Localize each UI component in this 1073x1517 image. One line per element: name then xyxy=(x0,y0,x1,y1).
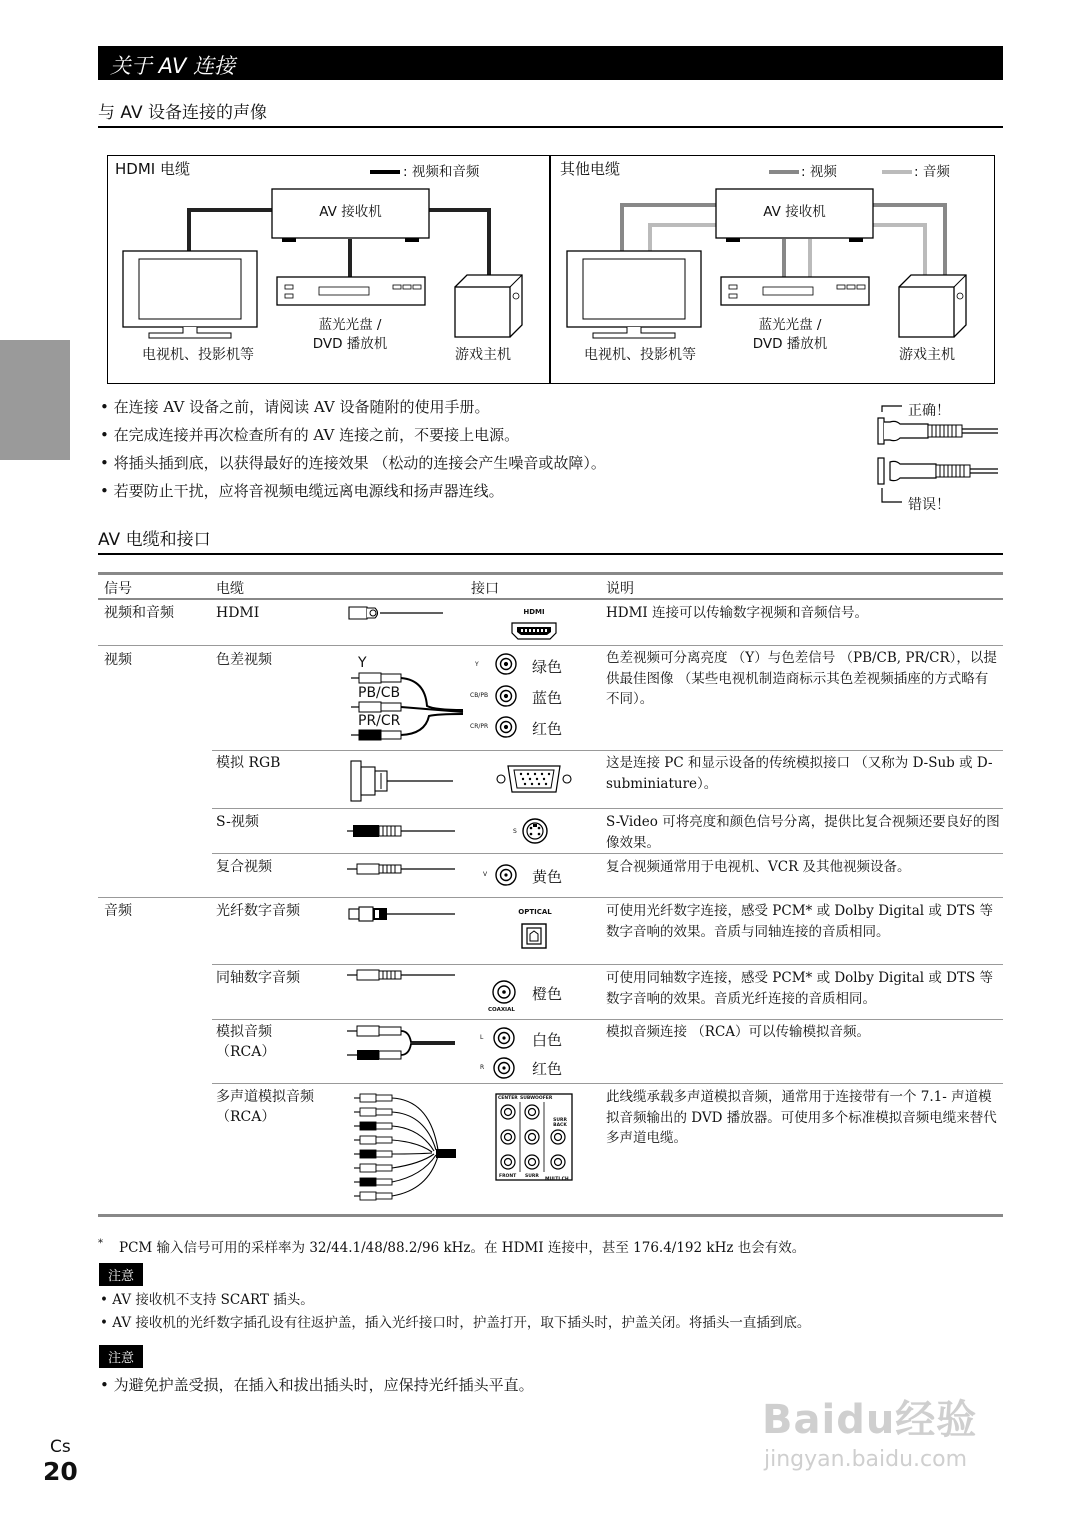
svideo-jack-label: S xyxy=(513,828,517,835)
watermark-brand: Baidu经验 xyxy=(762,1397,978,1443)
plug-pb-label: PB/CB xyxy=(358,685,401,701)
desc-coaxial: 可使用同轴数字连接，感受 PCM* 或 Dolby Digital 或 DTS 等数字音响的效果。音质光纤连接的音质相同。 xyxy=(606,970,994,1007)
color-yellow: 黄色 xyxy=(532,868,563,886)
other-panel-title: 其他电缆 xyxy=(560,160,621,178)
cable-coaxial: 同轴数字音频 xyxy=(216,970,300,986)
header-rule xyxy=(98,598,1003,600)
hdmi-jack-icon xyxy=(510,621,558,641)
table-bottom-rule xyxy=(98,1214,1003,1217)
row-divider xyxy=(212,853,1003,854)
list-item: • 在连接 AV 设备之前，请阅读 AV 设备随附的使用手册。 xyxy=(100,393,606,421)
plug-y-label: Y xyxy=(358,655,367,671)
note-badge: 注意 xyxy=(99,1345,143,1368)
color-red: 红色 xyxy=(532,720,563,738)
jack-pr-label: CR/PR xyxy=(470,723,489,730)
composite-jack-icon xyxy=(493,862,519,888)
watermark xyxy=(762,1388,977,1472)
column-header-cable: 电缆 xyxy=(216,581,244,597)
page-number: 20 xyxy=(43,1457,78,1486)
color-green: 绿色 xyxy=(532,658,563,676)
footnote xyxy=(98,1236,805,1256)
analog-jacks-icon xyxy=(490,1025,518,1083)
column-header-desc: 说明 xyxy=(606,581,634,597)
row-divider xyxy=(212,964,1003,965)
table-top-rule xyxy=(98,572,1003,575)
cable-multich: 多声道模拟音频 （RCA） xyxy=(216,1089,314,1125)
multich-panel-icon xyxy=(494,1092,574,1182)
player-icon-right xyxy=(721,277,869,305)
language-code: Cs xyxy=(50,1437,71,1457)
jack-r-label: R xyxy=(480,1064,485,1071)
rgb-plug-icon xyxy=(345,757,455,805)
panel-center-label: CENTER xyxy=(498,1096,518,1101)
receiver-label-right: AV 接收机 xyxy=(763,204,826,220)
game-console-icon-right xyxy=(899,275,966,337)
component-cable-icon xyxy=(345,668,465,744)
hdmi-plug-icon xyxy=(345,603,445,623)
diagram-heading: 与 AV 设备连接的声像 xyxy=(98,98,1003,128)
note-list-1 xyxy=(100,1289,810,1335)
jack-pb-label: CB/PB xyxy=(470,692,489,699)
list-item: • 若要防止干扰，应将音视频电缆远离电源线和扬声器连线。 xyxy=(100,477,606,505)
watermark-url: jingyan.baidu.com xyxy=(764,1447,968,1472)
panel-surr-label: SURR xyxy=(525,1174,539,1179)
row-divider xyxy=(212,1019,1003,1020)
hdmi-jack-label: HDMI xyxy=(523,608,545,616)
game-console-icon-left xyxy=(455,275,522,337)
footnote-mark: * xyxy=(98,1238,103,1249)
player-label-right: 蓝光光盘 / DVD 播放机 xyxy=(752,317,828,352)
jack-l-label: L xyxy=(480,1034,484,1041)
coaxial-plug-icon xyxy=(345,966,457,984)
row-divider xyxy=(212,808,1003,809)
tv-icon-right xyxy=(567,251,701,338)
row-divider xyxy=(98,897,1003,898)
list-item: • 为避免护盖受损，在插入和拔出插头时，应保持光纤插头平直。 xyxy=(100,1376,534,1394)
column-header-jack: 接口 xyxy=(471,581,499,597)
desc-composite: 复合视频通常用于电视机、VCR 及其他视频设备。 xyxy=(606,859,911,875)
desc-analog: 模拟音频连接 （RCA）可以传输模拟音频。 xyxy=(606,1024,871,1040)
svideo-plug-icon xyxy=(345,822,457,840)
audio-legend-label: : 音频 xyxy=(914,164,950,180)
composite-plug-icon xyxy=(345,860,457,878)
desc-svideo: S-Video 可将亮度和颜色信号分离，提供比复合视频还要良好的图像效果。 xyxy=(606,814,1000,851)
hdmi-legend-label: : 视频和音频 xyxy=(403,164,480,180)
precaution-list xyxy=(100,393,606,505)
plug-correct-label: 正确！ xyxy=(908,403,950,419)
receiver-label-left: AV 接收机 xyxy=(319,204,382,220)
hdmi-panel-title: HDMI 电缆 xyxy=(115,160,190,178)
color-red-audio: 红色 xyxy=(532,1060,563,1078)
row-divider xyxy=(98,645,1003,646)
analog-cable-icon xyxy=(345,1022,457,1064)
panel-subwoofer-label: SUBWOOFER xyxy=(520,1096,553,1101)
group-audio: 音频 xyxy=(104,903,132,919)
desc-hdmi: HDMI 连接可以传输数字视频和音频信号。 xyxy=(606,605,869,621)
optical-plug-icon xyxy=(345,904,457,924)
cable-component: 色差视频 xyxy=(216,652,272,668)
tv-icon-left xyxy=(123,251,257,338)
side-tab xyxy=(0,340,70,460)
rgb-jack-icon xyxy=(494,762,574,796)
row-divider xyxy=(212,750,1003,751)
cable-hdmi: HDMI xyxy=(216,605,260,621)
cable-composite: 复合视频 xyxy=(216,859,272,875)
player-label-left: 蓝光光盘 / DVD 播放机 xyxy=(312,317,388,352)
footnote-text: PCM 输入信号可用的采样率为 32/44.1/48/88.2/96 kHz。在 HDMI 连接中，甚至 176.4/192 kHz 也会有效。 xyxy=(119,1240,806,1256)
cables-heading: AV 电缆和接口 xyxy=(98,525,1003,555)
column-header-signal: 信号 xyxy=(104,581,132,597)
cable-svideo: S-视频 xyxy=(216,814,259,830)
svideo-jack-icon xyxy=(521,817,549,845)
coaxial-jack-icon xyxy=(490,978,518,1006)
desc-rgb: 这是连接 PC 和显示设备的传统模拟接口 （又称为 D-Sub 或 D-subminiature）。 xyxy=(606,755,993,792)
optical-jack-icon xyxy=(520,922,548,950)
panel-multi-ch-label: MULTI CH xyxy=(545,1177,569,1182)
game-label-left: 游戏主机 xyxy=(455,347,511,363)
list-item: • AV 接收机的光纤数字插孔设有往返护盖，插入光纤接口时，护盖打开，取下插头时，护盖关闭。将插头一直插到底。 xyxy=(100,1315,811,1331)
coaxial-jack-label: COAXIAL xyxy=(488,1007,515,1013)
video-legend-label: : 视频 xyxy=(801,164,837,180)
player-icon-left xyxy=(277,277,425,305)
color-orange: 橙色 xyxy=(532,985,563,1003)
component-jacks-icon xyxy=(493,652,519,742)
jack-y-label: Y xyxy=(475,661,479,668)
section-title-bar xyxy=(98,46,1003,80)
composite-jack-label: V xyxy=(483,871,488,878)
panel-surr-back-label: SURR BACK xyxy=(553,1118,567,1128)
list-item: • 在完成连接并再次检查所有的 AV 连接之前，不要接上电源。 xyxy=(100,421,606,449)
desc-optical: 可使用光纤数字连接，感受 PCM* 或 Dolby Digital 或 DTS 等数字音响的效果。音质与同轴连接的音质相同。 xyxy=(606,903,994,940)
cable-optical: 光纤数字音频 xyxy=(216,903,300,919)
list-item: • 将插头插到底，以获得最好的连接效果 （松动的连接会产生噪音或故障）。 xyxy=(100,449,606,477)
color-white: 白色 xyxy=(532,1031,563,1049)
optical-jack-label: OPTICAL xyxy=(518,908,552,916)
tv-label-left: 电视机、投影机等 xyxy=(142,347,254,363)
game-label-right: 游戏主机 xyxy=(899,347,955,363)
section-title: 关于 AV 连接 xyxy=(110,54,236,78)
tv-label-right: 电视机、投影机等 xyxy=(584,347,696,363)
plug-wrong-label: 错误！ xyxy=(908,497,950,513)
cable-rgb: 模拟 RGB xyxy=(216,755,281,771)
hdmi-cable-tv xyxy=(189,210,272,251)
group-av: 视频和音频 xyxy=(104,605,174,621)
panel-front-label: FRONT xyxy=(499,1174,517,1179)
note-badge: 注意 xyxy=(99,1263,143,1286)
plug-pr-label: PR/CR xyxy=(358,713,401,729)
group-video: 视频 xyxy=(104,652,132,668)
hdmi-cable-game xyxy=(429,210,489,275)
desc-component: 色差视频可分离亮度 （Y）与色差信号 （PB/CB, PR/CR），以提供最佳图像 （某些电视机制造商标示其色差视频插座的方式略有不同）。 xyxy=(606,650,997,707)
cable-analog: 模拟音频 （RCA） xyxy=(216,1024,276,1060)
list-item: • AV 接收机不支持 SCART 插头。 xyxy=(100,1292,314,1308)
desc-multich: 此线缆承载多声道模拟音频，通常用于连接带有一个 7.1- 声道模拟音频输出的 DVD 播放器。可使用多个标准模拟音频电缆来替代多声道电缆。 xyxy=(606,1089,997,1146)
row-divider xyxy=(212,1083,1003,1084)
note-list-2 xyxy=(100,1374,534,1397)
multich-cable-icon xyxy=(350,1090,460,1214)
color-blue: 蓝色 xyxy=(532,689,563,707)
